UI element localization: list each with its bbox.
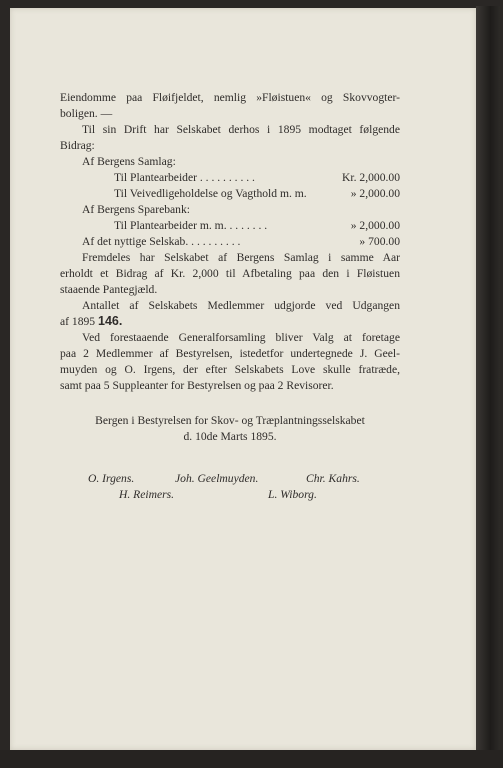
paragraph3-line2: erholdt et Bidrag af Kr. 2,000 til Afbetaling paa den i Fløistuen <box>60 267 400 280</box>
contribution-item1-amount: Kr. 2,000.00 <box>342 171 400 184</box>
book-edge <box>476 6 500 754</box>
paragraph4-line2 <box>60 314 122 330</box>
signature-wiborg: L. Wiborg. <box>268 488 317 501</box>
signature-reimers: H. Reimers. <box>119 488 175 501</box>
contribution-item2-label: Til Veivedligeholdelse og Vagthold m. m. <box>114 187 307 200</box>
paragraph1-line2: boligen. — <box>60 107 113 120</box>
contribution-item1-label: Til Plantearbeider . . . . . . . . . . <box>114 171 255 184</box>
paragraph5-line2: paa 2 Medlemmer af Bestyrelsen, istedetfor undertegnede J. Geel- <box>60 347 400 360</box>
contribution-group2-title: Af Bergens Sparebank: <box>82 203 190 216</box>
contribution-item4-amount: » 700.00 <box>359 235 400 248</box>
paragraph5-line3: muyden og O. Irgens, der efter Selskabets Love skulle fratræde, <box>60 363 400 376</box>
paragraph3-line1: Fremdeles har Selskabet af Bergens Samlag i samme Aar <box>82 251 400 264</box>
paragraph3-line3: staaende Pantegjæld. <box>60 283 158 296</box>
contribution-group1-title: Af Bergens Samlag: <box>82 155 176 168</box>
contribution-item3-amount: » 2,000.00 <box>350 219 400 232</box>
signature-geelmuyden: Joh. Geelmuyden. <box>175 472 259 485</box>
contribution-item4-label: Af det nyttige Selskab. . . . . . . . . . <box>82 235 241 248</box>
scan-background <box>0 750 503 768</box>
signature-irgens: O. Irgens. <box>88 472 135 485</box>
paragraph4-line1: Antallet af Selskabets Medlemmer udgjorde ved Udgangen <box>82 299 400 312</box>
paragraph5-line4: samt paa 5 Suppleanter for Bestyrelsen og paa 2 Revisorer. <box>60 379 334 392</box>
closing-line1: Bergen i Bestyrelsen for Skov- og Træplantningsselskabet <box>95 414 365 427</box>
contribution-item2-amount: » 2,000.00 <box>350 187 400 200</box>
paragraph5-line1: Ved forestaaende Generalforsamling bliver Valg at foretage <box>82 331 400 344</box>
paragraph2-line1: Til sin Drift har Selskabet derhos i 1895 modtaget følgende <box>82 123 400 136</box>
closing-line2: d. 10de Marts 1895. <box>183 430 277 443</box>
paragraph4-prefix: af 1895 <box>60 315 96 328</box>
paragraph1-line1: Eiendomme paa Fløifjeldet, nemlig »Fløistuen« og Skovvogter- <box>60 91 400 104</box>
contribution-item3-label: Til Plantearbeider m. m. . . . . . . . <box>114 219 268 232</box>
paragraph2-line2: Bidrag: <box>60 139 95 152</box>
member-count: 146. <box>98 314 123 328</box>
signature-kahrs: Chr. Kahrs. <box>306 472 360 485</box>
